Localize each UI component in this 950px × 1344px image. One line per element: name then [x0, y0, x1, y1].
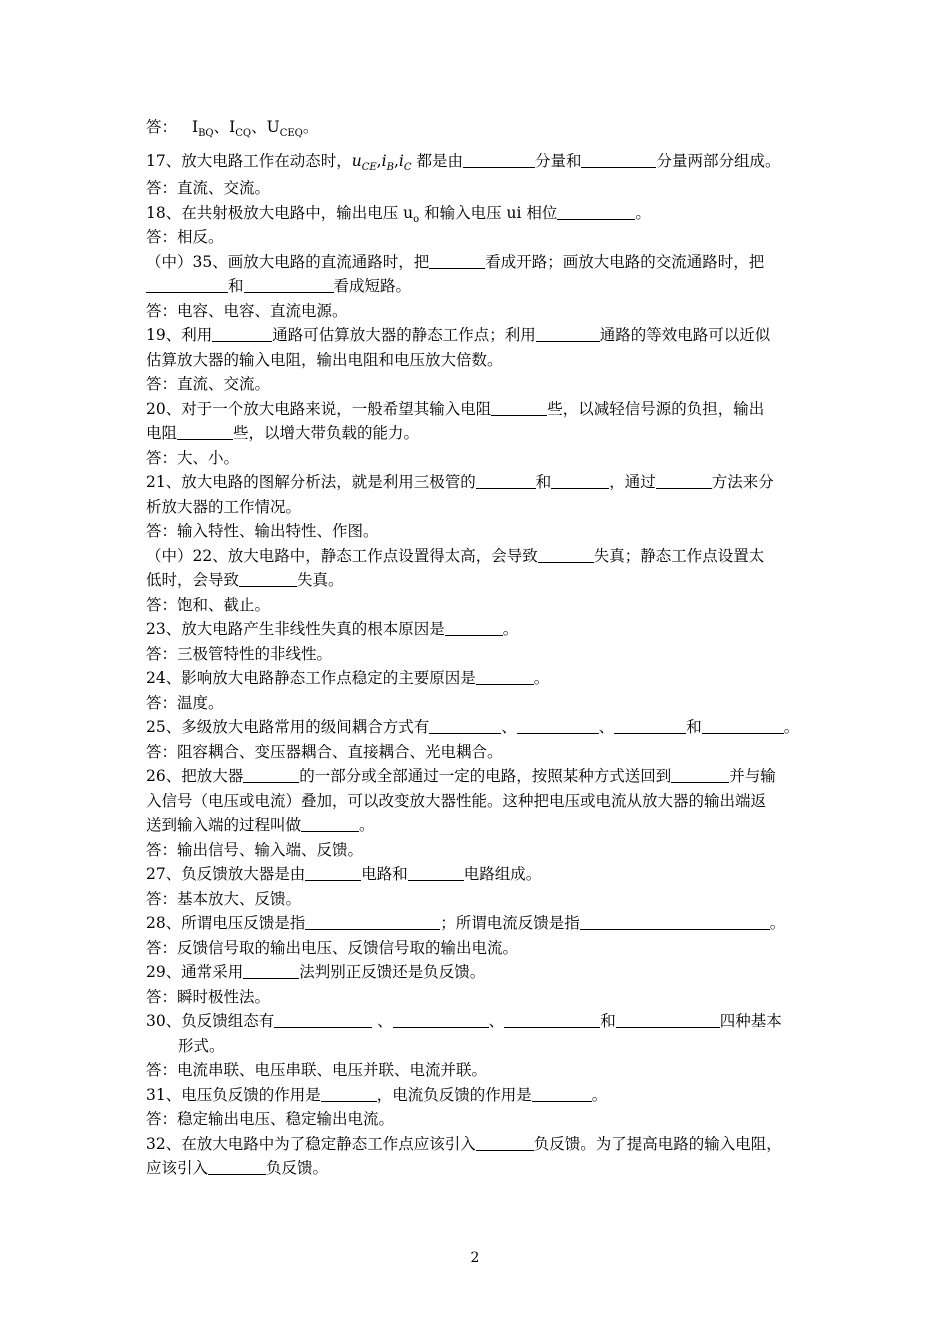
question-text: 法判别正反馈还是负反馈。 — [299, 963, 486, 981]
question-text: ，通过 — [609, 473, 656, 491]
question-text: 和 — [535, 473, 552, 491]
question-text: 失真。 — [297, 571, 344, 589]
question-text: 电路组成。 — [463, 865, 542, 883]
question-text: 。 — [769, 914, 786, 932]
question-text: 些，以减轻信号源的负担，输出 — [547, 399, 765, 418]
answer-text: 答：大、小。 — [146, 448, 240, 467]
question-line — [146, 666, 810, 691]
answer-line — [146, 1107, 810, 1132]
question-line — [146, 544, 810, 569]
question-line — [146, 1083, 810, 1108]
question-text: 分量和 — [534, 152, 582, 170]
question-line — [146, 1156, 810, 1181]
question-text: 四种基本 — [719, 1012, 782, 1030]
answer-blank[interactable] — [274, 1012, 372, 1028]
question-text: 30、负反馈组态有 — [146, 1012, 275, 1030]
question-line — [146, 201, 810, 226]
answer-blank[interactable] — [244, 277, 334, 293]
answer-line — [146, 225, 810, 250]
question-text: 负反馈。 — [266, 1159, 329, 1177]
answer-text: 、 — [251, 118, 267, 136]
answer-blank[interactable] — [463, 152, 535, 168]
question-text: ，电流负反馈的作用是 — [376, 1085, 532, 1104]
subscript: CEQ — [279, 128, 303, 139]
subscript: BQ — [198, 128, 214, 139]
question-text: 19、利用 — [146, 326, 213, 344]
answer-blank[interactable] — [301, 816, 359, 832]
question-text: 形式。 — [178, 1036, 225, 1055]
answer-line — [146, 176, 810, 201]
question-text: 并与输 — [729, 767, 776, 785]
answer-blank[interactable] — [476, 473, 536, 489]
answer-blank[interactable] — [491, 400, 547, 416]
question-text: ；所谓电流反馈是指 — [440, 914, 580, 932]
question-text: 析放大器的工作情况。 — [146, 497, 302, 516]
answer-blank[interactable] — [504, 1012, 600, 1028]
symbol-text: i — [381, 152, 387, 170]
question-text: 、 — [501, 718, 517, 736]
question-text: 27、负反馈放大器是由 — [146, 865, 306, 883]
answer-blank[interactable] — [146, 277, 228, 293]
question-text: , — [376, 152, 382, 170]
answer-text: 答：相反。 — [146, 228, 224, 246]
question-line — [146, 568, 810, 593]
question-text: 都是由 — [416, 152, 463, 170]
subscript: CQ — [235, 128, 252, 139]
answer-blank[interactable] — [429, 718, 501, 734]
answer-line — [146, 112, 810, 142]
answer-line — [146, 446, 810, 471]
answer-line — [146, 593, 810, 618]
subscript: C — [403, 162, 412, 173]
answer-blank[interactable] — [243, 963, 299, 979]
subscript: o — [413, 213, 420, 225]
question-text: 分量两部分组成。 — [656, 152, 781, 170]
answer-line — [146, 372, 810, 397]
question-line — [146, 789, 810, 814]
answer-blank[interactable] — [445, 620, 503, 636]
question-line — [146, 1009, 810, 1034]
question-line — [146, 495, 810, 520]
answer-blank[interactable] — [557, 204, 635, 220]
question-line — [146, 421, 810, 446]
question-text: 送到输入端的过程叫做 — [146, 816, 302, 834]
question-line — [146, 764, 810, 789]
answer-line — [146, 936, 810, 961]
question-text: 。 — [591, 1085, 608, 1104]
answer-text: 答： — [146, 118, 178, 136]
answer-line — [146, 642, 810, 667]
subscript: CE — [361, 162, 377, 173]
question-text: 和 — [600, 1012, 616, 1030]
question-text: 和 — [228, 277, 244, 295]
answer-blank[interactable] — [208, 1159, 266, 1175]
answer-blank[interactable] — [305, 914, 440, 930]
question-text: 29、通常采用 — [146, 963, 244, 981]
answer-line — [146, 887, 810, 912]
page-number: 2 — [470, 1250, 480, 1266]
question-text: 。 — [635, 203, 651, 222]
question-text: 电阻 — [146, 424, 178, 442]
answer-line — [146, 740, 810, 765]
question-line — [146, 323, 810, 348]
question-text: 的一部分或全部通过一定的电路，按照某种方式送回到 — [299, 767, 672, 785]
answer-blank[interactable] — [580, 914, 770, 930]
answer-line — [146, 519, 810, 544]
question-text: 。 — [533, 669, 550, 687]
answer-text: 答：稳定输出电压、稳定输出电流。 — [146, 1110, 395, 1128]
question-text: 28、所谓电压反馈是指 — [146, 914, 306, 932]
answer-line — [146, 299, 810, 324]
question-line — [146, 960, 810, 985]
question-text: 看成短路。 — [333, 277, 412, 295]
question-text: 21、放大电路的图解分析法，就是利用三极管的 — [146, 473, 476, 491]
question-text: 23、放大电路产生非线性失真的根本原因是 — [146, 620, 445, 638]
question-text: 看成开路；画放大电路的交流通路时，把 — [485, 252, 765, 271]
question-text: 方法来分 — [711, 473, 774, 491]
question-text: 应该引入 — [146, 1159, 209, 1177]
answer-text: 答：直流、交流。 — [146, 375, 271, 393]
answer-blank[interactable] — [429, 253, 485, 269]
answer-blank[interactable] — [517, 718, 599, 734]
question-text: 24、影响放大电路静态工作点稳定的主要原因是 — [146, 669, 476, 687]
question-line — [146, 911, 810, 936]
answer-text: 答：阻容耦合、变压器耦合、直接耦合、光电耦合。 — [146, 742, 503, 761]
answer-blank[interactable] — [321, 1086, 377, 1102]
answer-blank[interactable] — [243, 767, 299, 783]
symbol-text: I — [229, 118, 236, 136]
question-text: 18、在共射极放大电路中，输出电压 u — [146, 203, 414, 222]
question-text: 电路和 — [361, 865, 408, 883]
answer-line — [146, 985, 810, 1010]
answer-text: 答：电流串联、电压串联、电压并联、电流并联。 — [146, 1061, 488, 1079]
subscript: B — [386, 162, 394, 173]
answer-blank[interactable] — [177, 424, 233, 440]
question-text: 。 — [783, 718, 800, 736]
question-text: 通路可估算放大器的静态工作点；利用 — [272, 326, 536, 344]
answer-blank[interactable] — [614, 718, 686, 734]
question-text: 32、在放大电路中为了稳定静态工作点应该引入 — [146, 1134, 476, 1153]
question-text: 入信号（电压或电流）叠加，可以改变放大器性能。这种把电压或电流从放大器的输出端返 — [146, 791, 767, 810]
question-text: 、 — [488, 1012, 505, 1030]
answer-text: 、 — [213, 118, 230, 136]
question-line — [146, 397, 810, 422]
answer-text: 答：直流、交流。 — [146, 179, 271, 197]
question-line — [146, 813, 810, 838]
answer-blank[interactable] — [551, 473, 609, 489]
question-text: 17、放大电路工作在动态时， — [146, 152, 352, 170]
answer-text: 。 — [302, 118, 319, 136]
question-text: 。 — [359, 816, 375, 834]
answer-text: 答：瞬时极性法。 — [146, 987, 271, 1006]
answer-line — [146, 1058, 810, 1083]
question-line — [146, 1132, 810, 1157]
answer-text: 答：反馈信号取的输出电压、反馈信号取的输出电流。 — [146, 938, 519, 957]
question-text: 25、多级放大电路常用的级间耦合方式有 — [146, 718, 430, 736]
answer-blank[interactable] — [239, 571, 297, 587]
question-text: 31、电压负反馈的作用是 — [146, 1085, 321, 1104]
answer-text: 答：输入特性、输出特性、作图。 — [146, 522, 379, 540]
question-text: 通路的等效电路可以近似 — [599, 326, 771, 344]
question-line — [146, 142, 810, 176]
question-line — [146, 348, 810, 373]
answer-blank[interactable] — [702, 718, 784, 734]
question-text: 26、把放大器 — [146, 767, 244, 785]
question-line — [146, 274, 810, 299]
answer-text: 答：温度。 — [146, 693, 224, 712]
answer-blank[interactable] — [656, 473, 712, 489]
question-text: 、 — [598, 718, 615, 736]
question-text: 估算放大器的输入电阻，输出电阻和电压放大倍数。 — [146, 350, 503, 369]
document-body — [146, 112, 810, 1181]
question-line — [146, 862, 810, 887]
answer-blank[interactable] — [212, 326, 272, 342]
question-line — [146, 1034, 810, 1059]
question-text: 。 — [502, 620, 519, 638]
answer-line — [146, 838, 810, 863]
answer-blank[interactable] — [536, 326, 600, 342]
answer-text: 答：饱和、截止。 — [146, 595, 271, 614]
question-line — [146, 470, 810, 495]
answer-text: 答：电容、电容、直流电源。 — [146, 301, 348, 320]
question-text: （中）22、放大电路中，静态工作点设置得太高，会导致 — [146, 546, 538, 565]
answer-blank[interactable] — [581, 152, 656, 168]
answer-blank[interactable] — [616, 1012, 720, 1028]
question-text: 和 — [686, 718, 702, 736]
answer-blank[interactable] — [538, 547, 594, 563]
answer-blank[interactable] — [305, 865, 361, 881]
answer-line — [146, 691, 810, 716]
question-text: 和输入电压 ui 相位 — [419, 203, 558, 222]
answer-blank[interactable] — [532, 1086, 592, 1102]
answer-text: 答：三极管特性的非线性。 — [146, 644, 333, 663]
question-text: 失真；静态工作点设置太 — [593, 546, 765, 565]
answer-blank[interactable] — [476, 1135, 534, 1151]
answer-text: 答：基本放大、反馈。 — [146, 889, 302, 908]
question-text: 20、对于一个放大电路来说，一般希望其输入电阻 — [146, 399, 492, 418]
answer-blank[interactable] — [408, 865, 464, 881]
question-text: 、 — [372, 1012, 393, 1030]
answer-text: 答：输出信号、输入端、反馈。 — [146, 840, 364, 859]
symbol-text: u — [351, 152, 362, 170]
answer-blank[interactable] — [671, 767, 729, 783]
question-text: 负反馈。为了提高电路的输入电阻， — [533, 1134, 782, 1153]
question-line — [146, 617, 810, 642]
question-text: 些，以增大带负载的能力。 — [233, 424, 420, 442]
question-text: （中）35、画放大电路的直流通路时，把 — [146, 252, 430, 271]
question-text: 低时，会导致 — [146, 571, 240, 589]
answer-blank[interactable] — [476, 669, 534, 685]
question-line — [146, 250, 810, 275]
answer-blank[interactable] — [393, 1012, 489, 1028]
symbol-text: i — [398, 152, 404, 170]
question-text: , — [393, 152, 399, 170]
symbol-text: U — [266, 118, 280, 136]
symbol-text: I — [191, 118, 199, 136]
question-line — [146, 715, 810, 740]
